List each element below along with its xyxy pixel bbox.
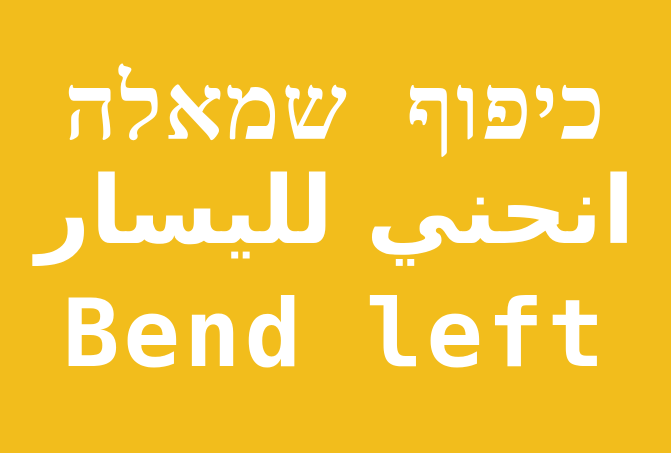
- english-instruction: Bend left: [62, 280, 609, 389]
- hebrew-instruction: כיפוף שמאלה: [64, 54, 607, 161]
- arabic-instruction: انحني لليسار: [36, 157, 635, 266]
